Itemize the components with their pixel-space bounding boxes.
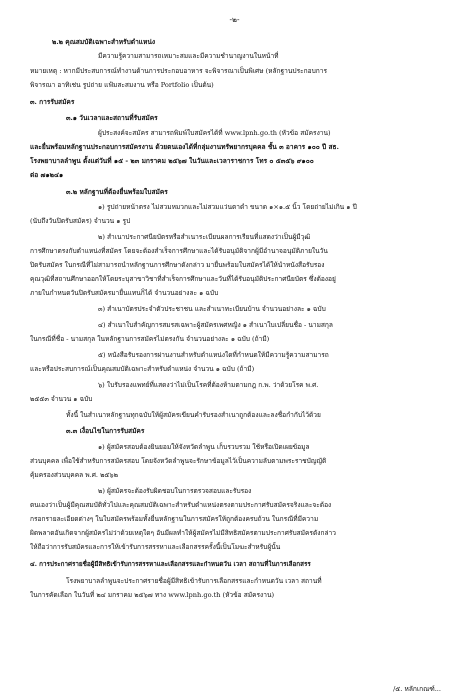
list-item: ๕) หนังสือรับรองการผ่านงานสำหรับตำแหน่งใดที่กำหนดให้มีความรู้ความสามารถ: [98, 351, 329, 359]
section-2-2-heading: ๒.๒ คุณสมบัติเฉพาะสำหรับตำแหน่ง: [52, 38, 156, 46]
paragraph-line: และยื่นพร้อมหลักฐานประกอบการสมัครงาน ด้วยตนเองได้ที่กลุ่มงานทรัพยากรบุคคล ชั้น ๓ อาคาร ๑๐๐ ปี สธ.: [30, 143, 339, 151]
page-number: -๒-: [229, 15, 240, 24]
application-form-link[interactable]: ผู้ประสงค์จะสมัคร สามารถพิมพ์ใบสมัครได้ที่ www.lpnh.go.th (หัวข้อ สมัครงาน): [98, 129, 331, 137]
list-item: (นับถึงวันปิดรับสมัคร) จำนวน ๑ รูป: [30, 217, 131, 225]
list-item: ๒) สำเนาประกาศนียบัตรหรือสำเนาระเบียนผลการเรียนที่แสดงว่าเป็นผู้มีวุฒิ: [98, 233, 311, 241]
list-item: ๓) สำเนาบัตรประจำตัวประชาชน และสำเนาทะเบียนบ้าน จำนวนอย่างละ ๑ ฉบับ: [98, 305, 326, 313]
list-item: ๒) ผู้สมัครจะต้องรับผิดชอบในการตรวจสอบและรับรอง: [98, 487, 252, 495]
list-item: ภายในกำหนดวันปิดรับสมัครมายื่นแทนก็ได้ จำนวนอย่างละ ๑ ฉบับ: [30, 289, 219, 297]
note-line: พิจารณา อาทิเช่น รูปถ่าย แฟ้มสะสมงาน หรือ Portfolio เป็นต้น): [30, 81, 214, 89]
section-3-heading: ๓. การรับสมัคร: [30, 98, 75, 106]
paragraph-line: ทั้งนี้ ในสำเนาหลักฐานทุกฉบับให้ผู้สมัครเขียนคำรับรองสำเนาถูกต้องและลงชื่อกำกับไว้ด้วย: [66, 411, 321, 419]
list-item: คุณวุฒิที่สถานศึกษาออกให้โดยระบุสาขาวิชาที่สำเร็จการศึกษาและวันที่ได้รับอนุมัติประกาศนียบัตร ซึ่งต้องอยู่: [30, 275, 336, 283]
list-item: ๖) ใบรับรองแพทย์ที่แสดงว่าไม่เป็นโรคที่ต้องห้ามตามกฎ ก.พ. ว่าด้วยโรค พ.ศ.: [98, 381, 319, 389]
paragraph-line: โรงพยาบาลลำพูนจะประกาศรายชื่อผู้มีสิทธิเข้ารับการเลือกสรรและกำหนดวัน เวลา สถานที่: [66, 577, 322, 585]
paragraph-line: มีความรู้ความสามารถเหมาะสมและมีความชำนาญงานในหน้าที่: [98, 52, 279, 60]
section-3-1-heading: ๓.๑ วันเวลาและสถานที่รับสมัคร: [66, 114, 158, 122]
list-item: กรอกรายละเอียดต่างๆ ในใบสมัครพร้อมทั้งยื่นหลักฐานในการสมัครให้ถูกต้องครบถ้วน ในกรณีที่มีความ: [30, 515, 319, 523]
paragraph-line: ต่อ ๗๑๒๔๑: [30, 171, 64, 179]
list-item: ให้ถือว่าการรับสมัครและการให้เข้ารับการสรรหาและเลือกสรรครั้งนี้เป็นโมฆะสำหรับผู้นั้น: [30, 543, 281, 551]
list-item: ๑) รูปถ่ายหน้าตรง ไม่สวมหมวกและไม่สวมแว่นตาดำ ขนาด ๑×๑.๕ นิ้ว โดยถ่ายไม่เกิน ๑ ปี: [98, 203, 357, 211]
list-item: ผิดพลาดอันเกิดจากผู้สมัครไม่ว่าด้วยเหตุใดๆ อันมีผลทำให้ผู้สมัครไม่มีสิทธิสมัครตามประกาศรับสมัครดังกล่าว: [30, 529, 336, 537]
section-3-2-heading: ๓.๒ หลักฐานที่ต้องยื่นพร้อมใบสมัคร: [66, 188, 168, 196]
list-item: ๑) ผู้สมัครสอบต้องยินยอมให้จังหวัดลำพูน เก็บรวบรวม ใช้หรือเปิดเผยข้อมูล: [98, 443, 310, 451]
list-item: ตนเองว่าเป็นผู้มีคุณสมบัติทั่วไปและคุณสมบัติเฉพาะสำหรับตำแหน่งตรงตามประกาศรับสมัครจริงและจะต้อง: [30, 501, 332, 509]
note-line: หมายเหตุ : หากมีประสบการณ์ทำงานด้านการประกอบอาหาร จะพิจารณาเป็นพิเศษ (หลักฐานประกอบการ: [30, 67, 328, 75]
list-item: และหรือประสบการณ์เป็นคุณสมบัติเฉพาะสำหรับตำแหน่ง จำนวน ๑ ฉบับ (ถ้ามี): [30, 365, 255, 373]
section-4-heading: ๔. การประกาศรายชื่อผู้มีสิทธิเข้ารับการสรรหาและเลือกสรรและกำหนดวัน เวลา สถานที่ในการเลือกสรร: [30, 561, 311, 568]
list-item: ๔) สำเนาใบสำคัญการสมรสเฉพาะผู้สมัครเพศหญิง ๑ สำเนาใบเปลี่ยนชื่อ - นามสกุล: [98, 321, 333, 329]
continued-marker: /๕. หลักเกณฑ์...: [393, 685, 441, 693]
list-item: ปิดรับสมัคร ในกรณีที่ไม่สามารถนำหลักฐานการศึกษาดังกล่าว มายื่นพร้อมใบสมัครได้ให้นำหนังสือรับรอง: [30, 261, 325, 269]
paragraph-line: โรงพยาบาลลำพูน ตั้งแต่วันที่ ๑๕ - ๒๓ มกราคม ๒๕๖๗ ในวันและเวลาราชการ โทร ๐ ๕๓๕๖ ๙๑๐๐: [30, 157, 314, 165]
list-item: ส่วนบุคคล เพื่อใช้สำหรับการสมัครสอบ โดยจังหวัดลำพูนจะรักษาข้อมูลไว้เป็นความลับตามพระราชบัญญัติ: [30, 457, 327, 465]
list-item: คุ้มครองส่วนบุคคล พ.ศ. ๒๕๖๒: [30, 471, 118, 479]
list-item: ๒๕๕๓ จำนวน ๑ ฉบับ: [30, 395, 93, 403]
list-item: การศึกษาตรงกับตำแหน่งที่สมัคร โดยจะต้องสำเร็จการศึกษาและได้รับอนุมัติจากผู้มีอำนาจอนุมัติภายในวัน: [30, 247, 328, 255]
announcement-link[interactable]: ในการคัดเลือก ในวันที่ ๒๔ มกราคม ๒๕๖๗ ทาง www.lpnh.go.th (หัวข้อ สมัครงาน): [30, 591, 275, 599]
section-3-3-heading: ๓.๓ เงื่อนไขในการรับสมัคร: [66, 427, 145, 435]
list-item: ในกรณีที่ชื่อ - นามสกุล ในหลักฐานการสมัครไม่ตรงกัน จำนวนอย่างละ ๑ ฉบับ (ถ้ามี): [30, 335, 270, 343]
